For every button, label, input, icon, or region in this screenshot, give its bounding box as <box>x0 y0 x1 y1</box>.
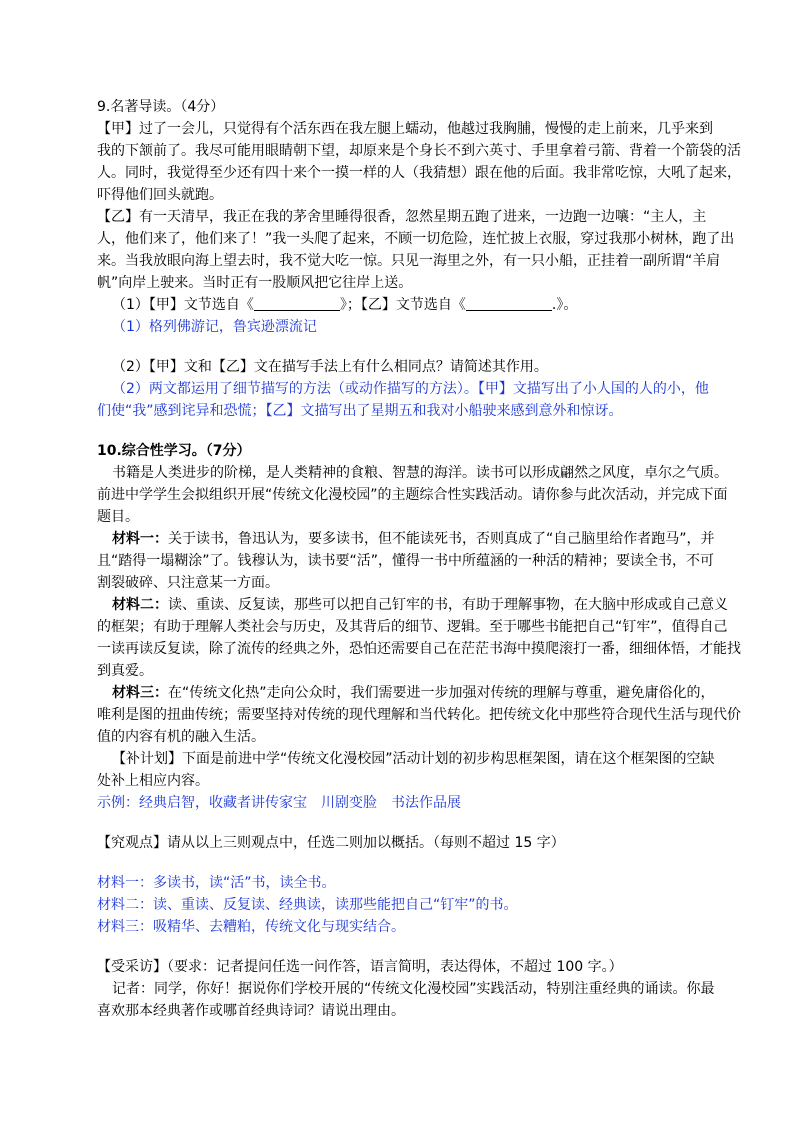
interview-question: 【受采访】（要求：记者提问任选一问作答，语言简明，表达得体，不超过 100 字。） <box>97 959 623 975</box>
material-3-line-2: 唯利是图的扭曲传统；需要坚持对传统的现代理解和当代转化。把传统文化中那些符合现代生活与现代价 <box>97 707 741 723</box>
q9-sub1-part1: （1）【甲】文节选自《 <box>112 297 254 313</box>
material-2-line-1 <box>112 594 728 616</box>
q9-sub2-answer-line-1: （2）两文都运用了细节描写的方法（或动作描写的方法）。【甲】文描写出了小人国的人的小，他 <box>112 381 709 397</box>
interview-line-2: 喜欢那本经典著作或哪首经典诗词？请说出理由。 <box>97 1003 405 1019</box>
q10-intro-line-1: 书籍是人类进步的阶梯，是人类精神的食粮、智慧的海洋。读书可以形成翩然之风度，卓尔之气质。 <box>112 465 728 481</box>
q9-yi-line-3: 来。当我放眼向海上望去时，我不觉大吃一惊。只见一海里之外，有一只小船，正挂着一副所谓“羊肩 <box>97 253 721 269</box>
q9-sub2-question: （2）【甲】文和【乙】文在描写手法上有什么相同点？请简述其作用。 <box>112 359 548 375</box>
q9-sub2-answer-line-2: 们使“我”感到诧异和恐慌；【乙】文描写出了星期五和我对小船驶来感到意外和惊讶。 <box>97 403 623 419</box>
view-answer-2: 材料二：读、重读、反复读、经典读，读那些能把自己“钉牢”的书。 <box>97 897 518 913</box>
material-3-line-1 <box>112 682 715 704</box>
interview-line-1: 记者：同学，你好！据说你们学校开展的“传统文化漫校园”实践活动，特别注重经典的诵读。你最 <box>112 981 715 997</box>
material-1-label: 材料一： <box>112 531 168 547</box>
q9-jia-line-2: 我的下颔前了。我尽可能用眼睛朝下望，却原来是个身长不到六英寸、手里拿着弓箭、背着一个箭袋的活 <box>97 143 741 159</box>
material-3-line-3: 值的内容有机的融入生活。 <box>97 729 265 745</box>
q9-jia-line-4: 吓得他们回头就跑。 <box>97 187 223 203</box>
answer-blank-2[interactable] <box>466 296 552 311</box>
material-3-label: 材料三： <box>112 685 168 701</box>
material-2-text: 读、重读、反复读，那些可以把自己钉牢的书，有助于理解事物，在大脑中形成或自己意义 <box>168 597 728 613</box>
material-2-line-3: 一读再读反复读，除了流传的经典之外，恐怕还需要自己在茫茫书海中摸爬滚打一番，细细体悟，才能找 <box>97 641 741 657</box>
material-3-text: 在“传统文化热”走向公众时，我们需要进一步加强对传统的理解与尊重，避免庸俗化的， <box>168 685 715 701</box>
view-question: 【究观点】请从以上三则观点中，任选二则加以概括。（每则不超过 15 字） <box>97 835 565 851</box>
q9-sub1-answer: （1）格列佛游记，鲁宾逊漂流记 <box>112 319 317 335</box>
q9-sub1-part2: 》；【乙】文节选自《 <box>339 297 466 313</box>
plan-example: 示例：经典启智，收藏者讲传家宝 川剧变脸 书法作品展 <box>97 795 461 811</box>
q9-sub1-question <box>112 294 577 316</box>
q10-intro-line-2: 前进中学学生会拟组织开展“传统文化漫校园”的主题综合性实践活动。请你参与此次活动，并完成下面 <box>97 487 728 503</box>
q9-title: 9.名著导读。（4分） <box>97 99 225 115</box>
q10-title: 10.综合性学习。（7分） <box>97 443 251 459</box>
plan-line-2: 处补上相应内容。 <box>97 773 209 789</box>
view-answer-1: 材料一：多读书，读“活”书，读全书。 <box>97 875 336 891</box>
material-1-line-3: 割裂破碎、只注意某一方面。 <box>97 575 279 591</box>
q9-yi-line-2: 人，他们来了，他们来了！”我一头爬了起来，不顾一切危险，连忙披上衣服，穿过我那小树林，跑了出 <box>97 231 735 247</box>
material-1-text: 关于读书，鲁迅认为，要多读书，但不能读死书，否则真成了“自己脑里给作者跑马”，并 <box>168 531 715 547</box>
q9-jia-line-1: 【甲】过了一会儿，只觉得有个活东西在我左腿上蠕动，他越过我胸脯，慢慢的走上前来，几乎来到 <box>97 121 713 137</box>
q9-yi-line-1: 【乙】有一天清早，我正在我的茅舍里睡得很香，忽然星期五跑了进来，一边跑一边嚷：“主人，主 <box>97 209 707 225</box>
view-answer-3: 材料三：吸精华、去糟粕，传统文化与现实结合。 <box>97 919 405 935</box>
q9-yi-line-4: 帆”向岸上驶来。当时正有一股顺风把它往岸上送。 <box>97 275 413 291</box>
q9-jia-line-3: 人。同时，我觉得至少还有四十来个一摸一样的人（我猜想）跟在他的后面。我非常吃惊，大吼了起来， <box>97 165 741 181</box>
q9-sub1-part3: .》。 <box>551 297 578 313</box>
plan-line-1: 【补计划】下面是前进中学“传统文化漫校园”活动计划的初步构思框架图，请在这个框架图的空缺 <box>112 751 715 767</box>
material-1-line-2: 且“踏得一塌糊涂”了。钱穆认为，读书要“活”，懂得一书中所蕴涵的一种活的精神；要读全书，不可 <box>97 553 715 569</box>
material-2-line-2: 的框架；有助于理解人类社会与历史，及其背后的细节、逻辑。至于哪些书能把自己“钉牢”，值得自己 <box>97 619 728 635</box>
material-1-line-1 <box>112 528 715 550</box>
answer-blank-1[interactable] <box>254 296 340 311</box>
material-2-label: 材料二： <box>112 597 168 613</box>
q10-intro-line-3: 题目。 <box>97 509 139 525</box>
material-2-line-4: 到真爱。 <box>97 663 153 679</box>
